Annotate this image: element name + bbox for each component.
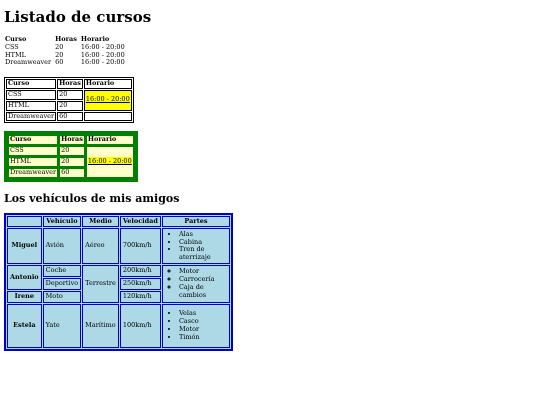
- section-title: Los vehículos de mis amigos: [4, 191, 180, 205]
- table-header-row: [7, 216, 230, 228]
- col-velocidad: Velocidad: [120, 216, 161, 228]
- cell: Deportivo: [43, 278, 82, 290]
- cell: Terrestre: [82, 265, 119, 302]
- cell: CSS: [5, 42, 19, 51]
- col-curso: Curso: [8, 135, 58, 145]
- cell: HTML: [8, 157, 58, 167]
- cell: 20: [57, 90, 83, 100]
- cell: Marítimo: [82, 304, 119, 348]
- cell: CSS: [8, 146, 58, 156]
- cell: 20: [55, 42, 64, 51]
- table-row: [4, 59, 128, 67]
- table-row: [8, 146, 134, 156]
- col-vehiculo: Vehículo: [43, 216, 82, 228]
- parts-list: [165, 231, 227, 262]
- cell: 20: [59, 157, 85, 167]
- cell: 60: [55, 58, 64, 67]
- cell: HTML: [5, 50, 26, 59]
- cell: Moto: [43, 291, 82, 303]
- row-name: Estela: [7, 304, 42, 348]
- col-horas: Horas: [55, 35, 77, 43]
- cell-parts: [162, 304, 230, 348]
- cell: 20: [59, 146, 85, 156]
- cell: 120km/h: [120, 291, 161, 303]
- vehicles-table: [4, 213, 233, 351]
- cell: 250km/h: [120, 278, 161, 290]
- cell: Aéreo: [82, 228, 119, 264]
- cell: Dreamweaver: [5, 58, 52, 67]
- list-item: • Cabina: [179, 239, 227, 247]
- table-row: [6, 90, 132, 100]
- cell: 700km/h: [120, 228, 161, 264]
- col-horas: Horas: [59, 79, 81, 88]
- cell: Dreamweaver: [8, 111, 55, 120]
- table-header-row: [6, 79, 132, 89]
- cell: 60: [59, 168, 85, 178]
- row-name: Miguel: [7, 228, 42, 264]
- courses-table-plain: [4, 36, 128, 67]
- parts-list: [165, 268, 227, 299]
- col-empty: [7, 216, 42, 228]
- col-medio: Medio: [82, 216, 119, 228]
- courses-table-green: [4, 131, 138, 181]
- cell: 16:00 - 20:00: [80, 50, 125, 59]
- cell: 16:00 - 20:00: [80, 58, 125, 67]
- cell: CSS: [6, 90, 56, 100]
- cell-parts: [162, 265, 230, 302]
- cell: 16:00 - 20:00: [80, 42, 125, 51]
- cell: Coche: [43, 265, 82, 277]
- list-item: • Motor: [179, 326, 227, 334]
- cell-horario-merged: [86, 146, 134, 177]
- table-row: [6, 112, 132, 122]
- table-row: [7, 304, 230, 348]
- list-item: • Tren de aterrizaje: [179, 246, 227, 262]
- page-title: Listado de cursos: [4, 8, 152, 26]
- cell-empty: [84, 112, 132, 122]
- cell: 20: [57, 101, 83, 111]
- list-item: • Velas: [179, 310, 227, 318]
- cell: 100km/h: [120, 304, 161, 348]
- list-item: • Alas: [179, 231, 227, 239]
- horario-text: 16:00 - 20:00: [87, 156, 132, 165]
- col-horario: Horario: [80, 35, 110, 43]
- cell: 20: [55, 50, 64, 59]
- cell: 60: [57, 112, 83, 122]
- parts-list: [165, 310, 227, 341]
- col-partes: Partes: [162, 216, 230, 228]
- cell-horario-merged: 16:00 - 20:00: [84, 90, 132, 111]
- cell: Dreamweaver: [10, 167, 57, 176]
- table-row: [7, 265, 230, 277]
- list-item: ◦ Carrocería: [179, 276, 227, 284]
- cell-parts: [162, 228, 230, 264]
- row-name: Irene: [7, 291, 42, 303]
- list-item: • Timón: [179, 334, 227, 342]
- table-row: [7, 228, 230, 264]
- list-item: • Casco: [179, 318, 227, 326]
- cell: Yate: [43, 304, 82, 348]
- row-name: Antonio: [7, 265, 42, 290]
- col-horas: Horas: [61, 135, 83, 144]
- cell: 200km/h: [120, 265, 161, 277]
- list-item: ◦ Motor: [179, 268, 227, 276]
- list-item: ◦ Caja de cambios: [179, 284, 227, 300]
- col-horario: Horario: [86, 135, 134, 145]
- courses-table-bordered: [4, 77, 134, 123]
- col-curso: Curso: [5, 35, 27, 43]
- table-header-row: [8, 135, 134, 145]
- col-curso: Curso: [6, 79, 56, 89]
- col-horario: Horario: [84, 79, 132, 89]
- cell: Avión: [43, 228, 82, 264]
- cell: HTML: [6, 101, 56, 111]
